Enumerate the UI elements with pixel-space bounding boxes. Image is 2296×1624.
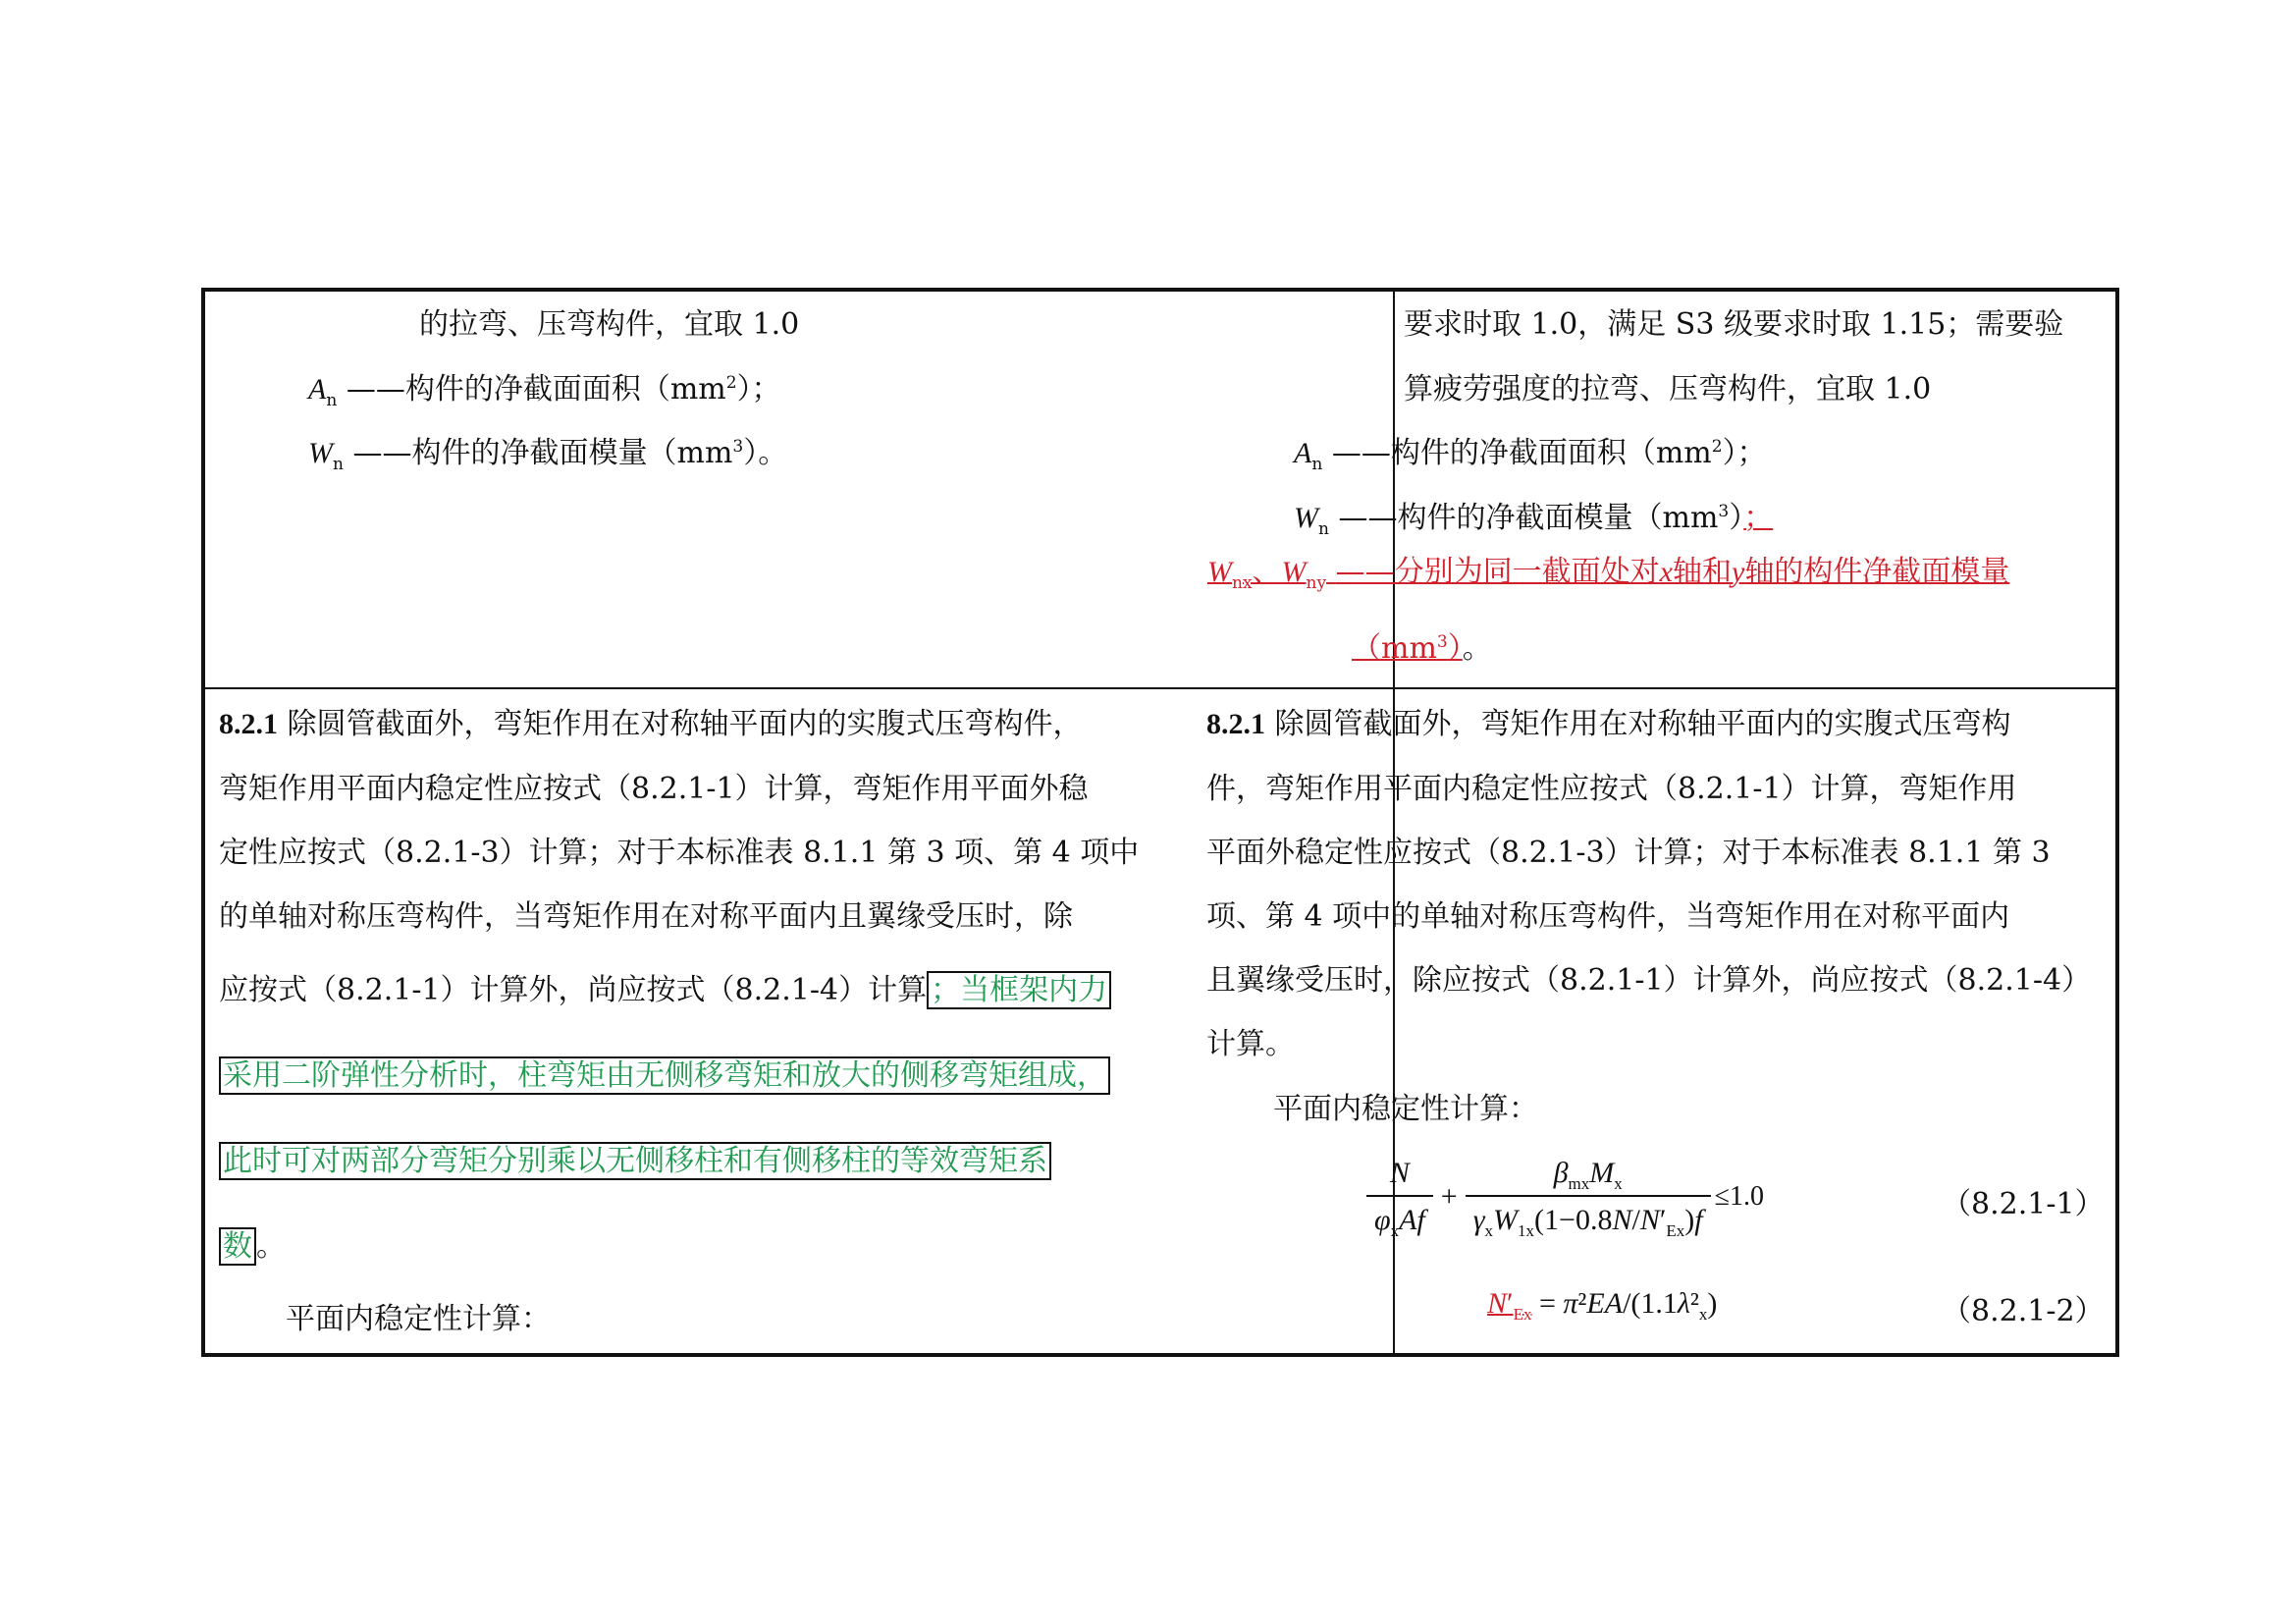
equation-number-2: （8.2.1-2） bbox=[1942, 1294, 2105, 1328]
right-wn-definition: $W_n$ ——构件的净截面模量$(mm^3)$； bbox=[1294, 501, 1774, 539]
left-clause-line4: 的单轴对称压弯构件，当弯矩作用在对称平面内且翼缘受压时，除 bbox=[219, 899, 1073, 934]
left-clause-line5: 应按式（8.2.1-1）计算外，尚应按式（8.2.1-4）计算 ；当框架内力 bbox=[219, 973, 1111, 1008]
left-an-definition: $A_n$ ——构件的净截面面积$(mm^2)$； bbox=[308, 372, 781, 410]
added-text-box: ；当框架内力 bbox=[927, 971, 1111, 1009]
added-unit-line: $(mm^3)$。 bbox=[1352, 631, 1492, 666]
right-clause-line6: 计算。 bbox=[1206, 1027, 1295, 1061]
left-clause-line3: 定性应按式（8.2.1-3）计算；对于本标准表 8.1.1 第 3 项、第 4 项中 bbox=[219, 836, 1140, 870]
left-subhead: 平面内稳定性计算： bbox=[286, 1302, 551, 1336]
comparison-table bbox=[201, 288, 2119, 1357]
right-clause-line2: 件，弯矩作用平面内稳定性应按式（8.2.1-1）计算，弯矩作用 bbox=[1206, 772, 2017, 806]
added-text-box: 数 bbox=[219, 1227, 256, 1266]
right-clause-line1: 8.2.1 除圆管截面外，弯矩作用在对称轴平面内的实腹式压弯构 bbox=[1206, 707, 2011, 741]
formula-8-2-1-1: $\frac{N}{\varphi_xAf}$ + $\frac{\beta_{mx}M_x}{\gamma_xW_{1x}(1-0.8N/N'_{Ex})f}$ ≤1.0 bbox=[1366, 1156, 1764, 1238]
left-added-line4: 数 。 bbox=[219, 1229, 286, 1265]
right-subhead: 平面内稳定性计算： bbox=[1273, 1092, 1538, 1126]
formula-term-2: $\frac{\beta_{mx}M_x}{\gamma_xW_{1x}(1-0.8N/N'_{Ex})f}$ bbox=[1466, 1156, 1711, 1238]
left-clause-line1: 8.2.1 除圆管截面外，弯矩作用在对称轴平面内的实腹式压弯构件， bbox=[219, 707, 1083, 741]
added-semicolon: ； bbox=[1743, 501, 1774, 535]
right-an-definition: $A_n$ ——构件的净截面面积$(mm^2)$； bbox=[1294, 436, 1767, 474]
added-text-box: 此时可对两部分弯矩分别乘以无侧移柱和有侧移柱的等效弯矩系 bbox=[219, 1142, 1051, 1180]
equation-number-1: （8.2.1-1） bbox=[1942, 1187, 2105, 1221]
left-clause-line2: 弯矩作用平面内稳定性应按式（8.2.1-1）计算，弯矩作用平面外稳 bbox=[219, 772, 1089, 806]
right-top-line1: 要求时取 1.0，满足 S3 级要求时取 1.15；需要验 bbox=[1404, 307, 2064, 342]
left-wn-definition: $W_n$ ——构件的净截面模量$(mm^3)$。 bbox=[308, 436, 788, 474]
right-top-line2: 算疲劳强度的拉弯、压弯构件，宜取 1.0 bbox=[1404, 372, 1932, 406]
left-added-line3 bbox=[219, 1144, 1051, 1179]
clause-number: 8.2.1 bbox=[1206, 708, 1265, 740]
right-clause-line4: 项、第 4 项中的单轴对称压弯构件，当弯矩作用在对称平面内 bbox=[1206, 899, 2010, 934]
added-wnx-wny-definition: $W_{nx}$、$W_{ny}$ ——分别为同一截面处对x轴和y轴的构件净截面模量 bbox=[1207, 555, 2010, 593]
right-clause-line5: 且翼缘受压时，除应按式（8.2.1-1）计算外，尚应按式（8.2.1-4） bbox=[1206, 963, 2092, 998]
added-text-box: 采用二阶弹性分析时，柱弯矩由无侧移弯矩和放大的侧移弯矩组成， bbox=[219, 1056, 1110, 1095]
added-nex-symbol: $N'_{Ex}$ bbox=[1487, 1287, 1532, 1324]
left-added-line2 bbox=[219, 1058, 1110, 1094]
formula-rhs: = π²EA/$(1.1\lambda^2_x)$ bbox=[1538, 1287, 1718, 1324]
clause-number: 8.2.1 bbox=[219, 708, 278, 740]
row-divider bbox=[205, 687, 2115, 689]
right-clause-line3: 平面外稳定性应按式（8.2.1-3）计算；对于本标准表 8.1.1 第 3 bbox=[1206, 836, 2051, 870]
left-top-line1: 的拉弯、压弯构件，宜取 1.0 bbox=[419, 307, 800, 342]
formula-8-2-1-2 bbox=[1487, 1287, 1718, 1324]
formula-term-1: $\frac{N}{\varphi_xAf}$ bbox=[1366, 1156, 1433, 1238]
